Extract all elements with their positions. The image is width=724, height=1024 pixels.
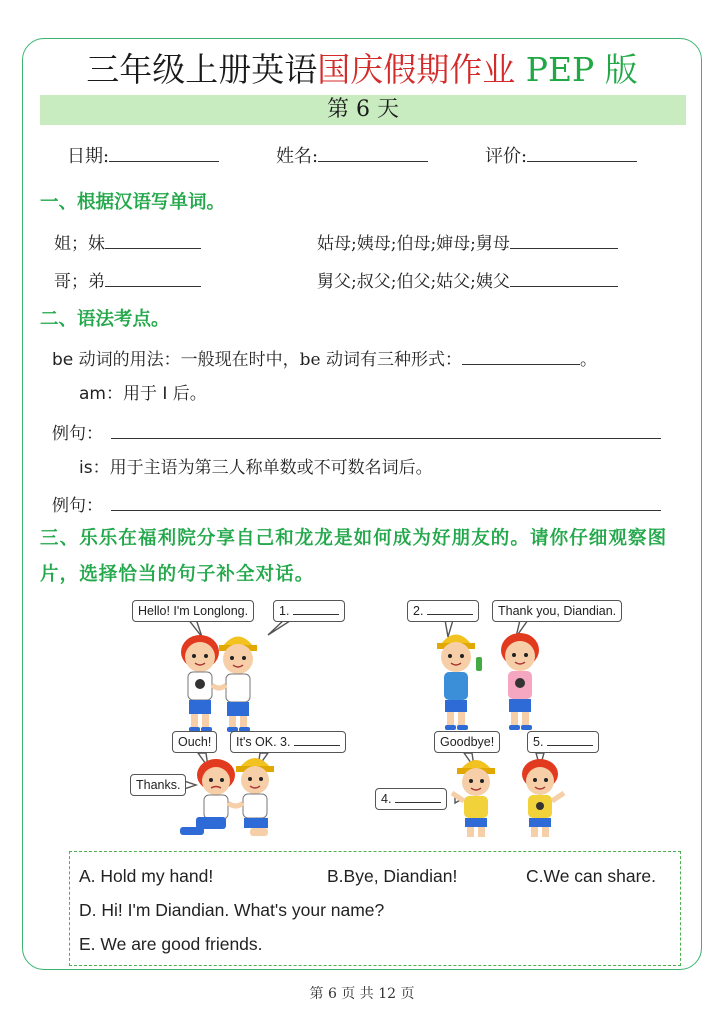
option-e: E. We are good friends.: [79, 934, 263, 954]
answer-blank-4[interactable]: [395, 790, 441, 803]
example-2-blank[interactable]: [111, 492, 661, 511]
word-row-2-left-blank[interactable]: [105, 268, 201, 287]
grade-label: 评价:: [485, 146, 528, 167]
answer-blank-5[interactable]: [547, 733, 593, 746]
bubble-1-label: 1.: [279, 604, 290, 618]
word-row-1-right: [317, 230, 618, 256]
bubble-hello-longlong: Hello! I'm Longlong.: [132, 600, 254, 622]
bubble-goodbye: Goodbye!: [434, 731, 500, 753]
answer-blank-1[interactable]: [293, 602, 339, 615]
bubble-tail: [445, 620, 453, 637]
bubble-3-label: It's OK. 3.: [236, 735, 291, 749]
grade-field: [485, 143, 637, 170]
answer-blank-2[interactable]: [427, 602, 473, 615]
bubble-blank-2: [407, 600, 479, 622]
be-forms-blank[interactable]: [462, 346, 580, 365]
word-row-1-left-label: 姐；妹: [54, 234, 105, 254]
example-2-label: 例句：: [52, 496, 103, 516]
title-part-edition: PEP 版: [525, 50, 638, 89]
am-rule: am：用于 I 后。: [79, 384, 207, 404]
date-field: [67, 143, 219, 170]
option-c: C.We can share.: [526, 866, 657, 886]
be-prefix: be: [52, 350, 74, 370]
panel3-diandian-helping: [228, 758, 274, 836]
name-field: [276, 143, 428, 170]
word-row-1-right-blank[interactable]: [510, 230, 618, 249]
word-row-2-left: [54, 268, 201, 294]
name-blank[interactable]: [318, 143, 428, 162]
option-a: A. Hold my hand!: [79, 866, 214, 886]
section1-heading: 一、根据汉语写单词。: [40, 192, 226, 213]
name-label: 姓名:: [276, 146, 319, 167]
panel3-longlong-fallen: [180, 759, 235, 835]
panel4-longlong: [522, 759, 564, 837]
panel4-diandian: [452, 760, 495, 837]
bubble-5-label: 5.: [533, 735, 544, 749]
example-1-blank[interactable]: [111, 420, 661, 439]
word-row-1-left: [54, 230, 201, 256]
section2-heading: 二、语法考点。: [40, 309, 170, 330]
option-b: B.Bye, Diandian!: [327, 866, 458, 886]
be-rule-text: 动词的用法：一般现在时中，be 动词有三种形式：: [73, 350, 462, 370]
is-rule: is：用于主语为第三人称单数或不可数名词后。: [79, 458, 433, 478]
example-2: [52, 492, 661, 518]
word-row-2-left-label: 哥；弟: [54, 272, 105, 292]
bubble-2-label: 2.: [413, 604, 424, 618]
title-part-grade: 三年级上册英语: [86, 50, 318, 89]
bubble-blank-4: [375, 788, 447, 810]
title-part-homework: 国庆假期作业: [317, 50, 516, 89]
bubble-thank-you: Thank you, Diandian.: [492, 600, 622, 622]
panel2-longlong: [501, 633, 539, 730]
bubble-ouch: Ouch!: [172, 731, 217, 753]
word-row-2-right-blank[interactable]: [510, 268, 618, 287]
panel2-diandian: [437, 635, 482, 731]
page-title: [0, 48, 724, 92]
day-banner: 第 6 天: [40, 95, 686, 125]
word-row-1-left-blank[interactable]: [105, 230, 201, 249]
be-rule-period: 。: [580, 350, 597, 370]
bubble-thanks: Thanks.: [130, 774, 186, 796]
word-row-1-right-label: 姑母;姨母;伯母;婶母;舅母: [317, 234, 510, 254]
bubble-blank-5: [527, 731, 599, 753]
bubble-blank-3: [230, 731, 346, 753]
grade-blank[interactable]: [527, 143, 637, 162]
word-row-2-right: [317, 268, 618, 294]
section3-heading: 三、乐乐在福利院分享自己和龙龙是如何成为好朋友的。请你仔细观察图片，选择恰当的句子补全对话。: [40, 528, 668, 585]
example-1: [52, 420, 661, 446]
be-rule-line: [52, 346, 597, 372]
option-d: D. Hi! I'm Diandian. What's your name?: [79, 900, 385, 920]
date-label: 日期:: [67, 146, 110, 167]
word-row-2-right-label: 舅父;叔父;伯父;姑父;姨父: [317, 272, 510, 292]
bubble-4-label: 4.: [381, 792, 392, 806]
date-blank[interactable]: [109, 143, 219, 162]
bubble-blank-1: [273, 600, 345, 622]
answer-blank-3[interactable]: [294, 733, 340, 746]
example-1-label: 例句：: [52, 424, 103, 444]
page-footer: 第 6 页 共 12 页: [309, 986, 415, 1002]
